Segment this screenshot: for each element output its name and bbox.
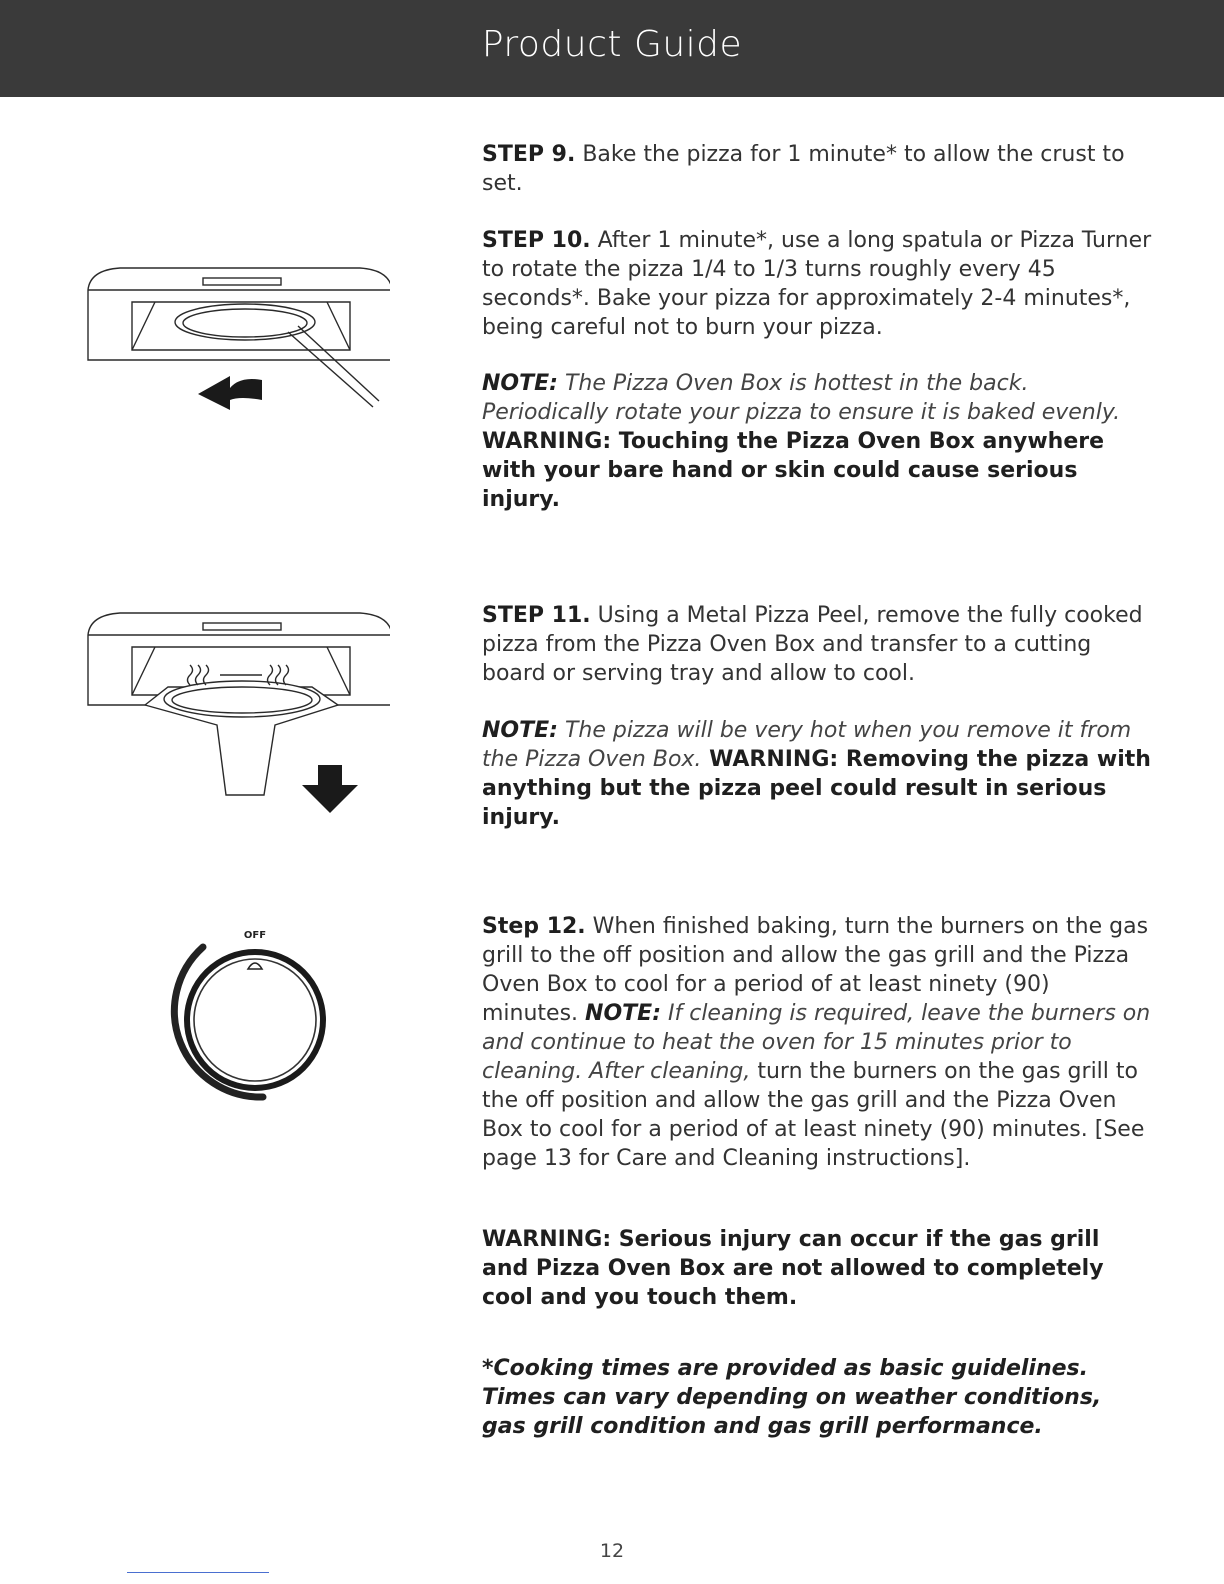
step-12-note-label: NOTE: — [585, 1001, 661, 1026]
step-12-body-2: turn the burners on the gas grill to the off position and allow the gas grill and the Pizza Oven Box to cool for a period of at least ninety (90) minutes. [See page 13 for Care and Cleaning instructions]. — [482, 1059, 1145, 1171]
page-title: Product Guide — [481, 24, 743, 65]
page-number: 12 — [599, 1540, 625, 1562]
oven-handle — [203, 278, 281, 285]
step-11-body: Using a Metal Pizza Peel, remove the fully cooked pizza from the Pizza Oven Box and transfer to a cutting board or serving tray and allow to cool. — [482, 603, 1143, 686]
step-11-note — [482, 716, 1152, 832]
down-arrow-icon — [302, 765, 358, 813]
knob-outer-ring — [187, 952, 323, 1088]
step-12-warning: WARNING: Serious injury can occur if the gas grill and Pizza Oven Box are not allowed to completely cool and you touch them. — [482, 1227, 1104, 1310]
remove-pizza-illustration — [80, 605, 390, 820]
step-11-text — [482, 601, 1152, 688]
step-10-warning: WARNING: Touching the Pizza Oven Box anywhere with your bare hand or skin could cause serious injury. — [482, 429, 1105, 512]
step-11-warning: WARNING: Removing the pizza with anything but the pizza peel could result in serious injury. — [482, 747, 1151, 830]
footnote-line-2: Times can vary depending on weather conditions, gas grill condition and gas grill performance. — [482, 1385, 1102, 1439]
step-11-label: STEP 11. — [482, 603, 591, 628]
step-10-body: After 1 minute*, use a long spatula or Pizza Turner to rotate the pizza 1/4 to 1/3 turns roughly every 45 seconds*. Bake your pizza for approximately 2-4 minutes*, being careful not to burn your pizza. — [482, 228, 1152, 340]
footer-rule — [127, 1572, 269, 1573]
step-12-warning-block — [482, 1225, 1152, 1312]
burner-knob-illustration — [155, 925, 335, 1105]
step-10-note-label: NOTE: — [482, 371, 558, 396]
knob-indicator — [248, 963, 262, 969]
rotate-arrow-icon — [198, 376, 262, 410]
step-12-text — [482, 912, 1152, 1173]
spatula — [288, 326, 379, 407]
step-9-body: Bake the pizza for 1 minute* to allow the crust to set. — [482, 142, 1125, 196]
knob-off-label: OFF — [243, 930, 267, 941]
step-10-text — [482, 226, 1152, 342]
footnote — [482, 1354, 1152, 1441]
step-12-body-1: When finished baking, turn the burners on the gas grill to the off position and allow the gas grill and the Pizza Oven Box to cool for a period of at least ninety (90) minutes. — [482, 914, 1149, 1026]
step-10-label: STEP 10. — [482, 228, 591, 253]
step-11-note-body: The pizza will be very hot when you remove it from the Pizza Oven Box. — [482, 718, 1132, 772]
page-header — [0, 0, 1224, 97]
step-9-label: STEP 9. — [482, 142, 576, 167]
footnote-line-1: *Cooking times are provided as basic guidelines. — [482, 1356, 1088, 1381]
step-11-note-label: NOTE: — [482, 718, 558, 743]
rotate-pizza-illustration — [80, 260, 390, 420]
step-10-note-body: The Pizza Oven Box is hottest in the back. Periodically rotate your pizza to ensure it is baked evenly. — [482, 371, 1121, 425]
step-10-note — [482, 369, 1152, 514]
step-12-note-body: If cleaning is required, leave the burners on and continue to heat the oven for 15 minutes prior to cleaning. After cleaning, — [482, 1001, 1151, 1084]
step-9-text — [482, 140, 1152, 198]
step-12-label: Step 12. — [482, 914, 586, 939]
